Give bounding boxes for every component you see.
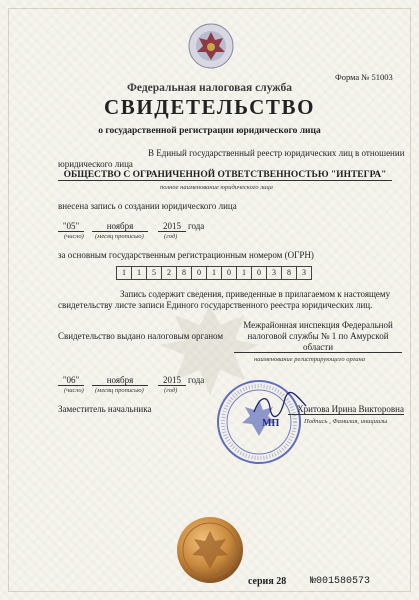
authority-line1: Межрайонная инспекция Федеральной — [243, 320, 393, 330]
stamp-mp-label: МП — [262, 418, 280, 429]
hologram-seal-icon — [175, 515, 245, 585]
intro-text-line1: В Единый государственный реестр юридических лиц в отношении — [148, 148, 405, 158]
date2-month-caption: (месяц прописью) — [95, 387, 144, 394]
ogrn-grid — [116, 266, 312, 280]
date2-year: 2015 — [158, 375, 186, 386]
ogrn-digit-cell: 0 — [222, 267, 237, 279]
issued-label: Свидетельство выдано налоговым органом — [58, 331, 224, 341]
date2-day: "06" — [58, 375, 84, 386]
entry-text: внесена запись о создании юридического лица — [58, 201, 237, 211]
service-name: Федеральная налоговая служба — [127, 82, 292, 94]
info-line2: свидетельству листе записи Единого государственного реестра юридических лиц. — [58, 300, 373, 310]
date1-day: "05" — [58, 221, 84, 232]
date1-year: 2015 — [158, 221, 186, 232]
ogrn-digit-cell: 1 — [207, 267, 222, 279]
series-label: серия 28 — [248, 576, 287, 587]
date2-suffix: года — [188, 375, 205, 385]
signer-position: Заместитель начальника — [58, 404, 152, 414]
ogrn-digit-cell: 1 — [237, 267, 252, 279]
date1-year-caption: (год) — [164, 233, 178, 240]
document-title: СВИДЕТЕЛЬСТВО — [103, 95, 316, 119]
ogrn-digit-cell: 0 — [252, 267, 267, 279]
authority-line2: налоговой службы № 1 по Амурской — [247, 331, 389, 341]
date2-day-caption: (число) — [64, 387, 84, 394]
company-name: ОБЩЕСТВО С ОГРАНИЧЕННОЙ ОТВЕТСТВЕННОСТЬЮ "ИНТЕГРА" — [58, 170, 392, 181]
ogrn-digit-cell: 8 — [282, 267, 297, 279]
date2-year-caption: (год) — [164, 387, 178, 394]
date2-month: ноября — [92, 375, 148, 386]
authority-caption: наименование регистрирующего органа — [254, 356, 366, 363]
intro-text-line2: юридического лица — [58, 159, 133, 169]
ogrn-digit-cell: 8 — [177, 267, 192, 279]
ogrn-digit-cell: 1 — [117, 267, 132, 279]
signer-name: Хритова Ирина Викторовна — [288, 404, 404, 415]
signer-caption: Подпись , Фамилия, инициалы — [304, 418, 388, 425]
date1-month: ноября — [92, 221, 148, 232]
fns-emblem-icon — [186, 20, 236, 74]
ogrn-digit-cell: 2 — [162, 267, 177, 279]
authority-line3: области — [234, 342, 402, 353]
ogrn-label: за основным государственным регистрационным номером (ОГРН) — [58, 250, 314, 260]
ogrn-digit-cell: 0 — [192, 267, 207, 279]
form-number: Форма № 51003 — [335, 72, 393, 82]
ogrn-digit-cell: 1 — [132, 267, 147, 279]
ogrn-digit-cell: 3 — [267, 267, 282, 279]
info-line1: Запись содержит сведения, приведенные в прилагаемом к настоящему — [120, 289, 391, 299]
date1-day-caption: (число) — [64, 233, 84, 240]
company-name-caption: полное наименование юридического лица — [160, 184, 273, 191]
date1-month-caption: (месяц прописью) — [95, 233, 144, 240]
ogrn-digit-cell: 3 — [302, 268, 306, 277]
ogrn-digit-cell: 5 — [147, 267, 162, 279]
date1-suffix: года — [188, 221, 205, 231]
document-subtitle: о государственной регистрации юридического лица — [98, 126, 321, 136]
series-number: №001580573 — [310, 576, 371, 587]
